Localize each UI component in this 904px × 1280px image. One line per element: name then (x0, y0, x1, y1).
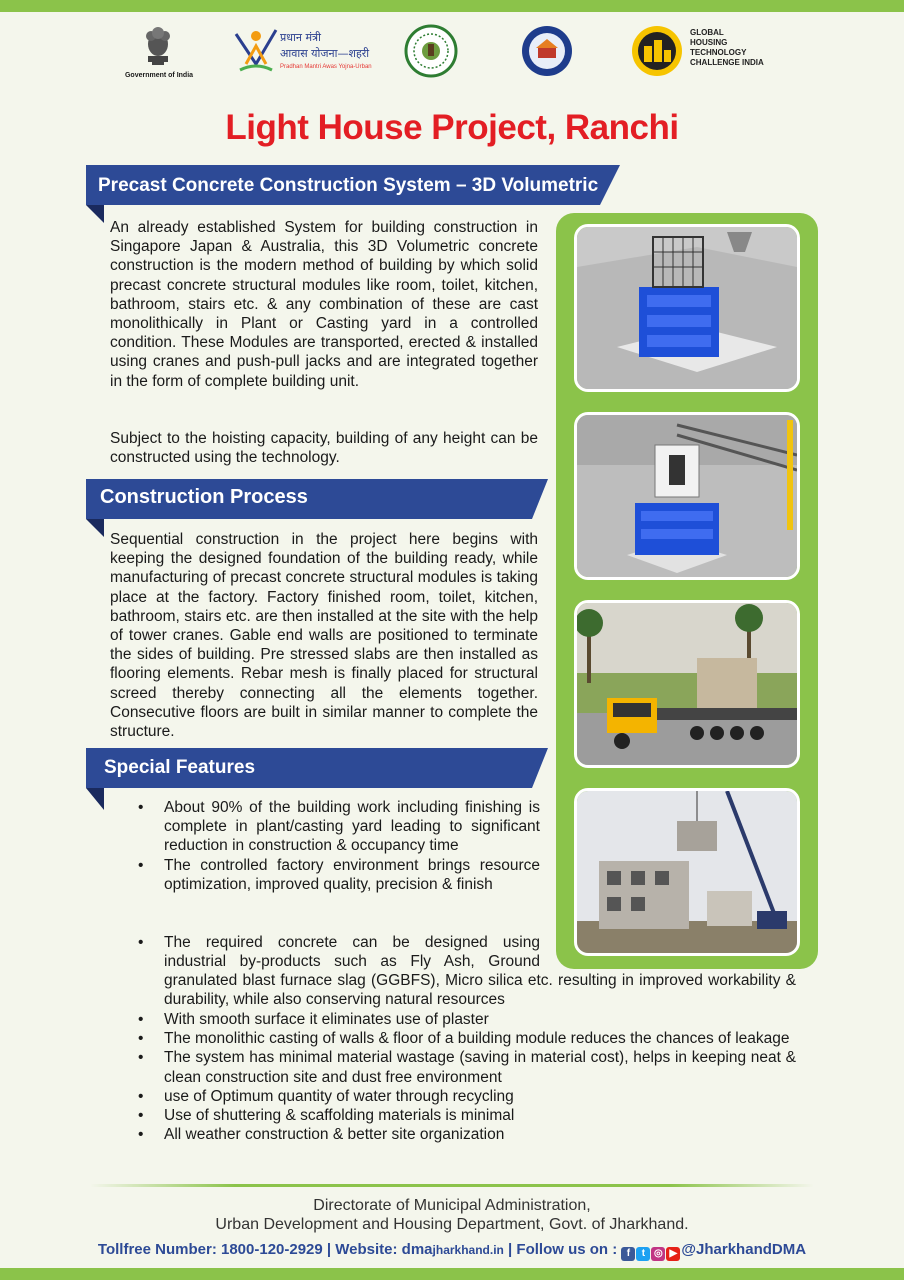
feature-item-concrete-line2: industrial by-products such as Fly Ash, Ground (164, 953, 540, 970)
top-accent-bar (0, 0, 904, 12)
system-paragraph-2: Subject to the hoisting capacity, building of any height can be constructed using the technology. (110, 430, 538, 467)
pmay-logo (232, 24, 382, 82)
ghtc-text (690, 28, 764, 68)
pmay-english-line: Pradhan Mantri Awas Yojna-Urban (280, 64, 372, 70)
municipal-seal-icon (520, 24, 574, 78)
footer-directorate: Directorate of Municipal Administration, (313, 1197, 591, 1214)
list-item-lead: The required concrete can be designed using (164, 934, 540, 951)
process-heading: Construction Process (100, 486, 308, 508)
footer-department: Urban Development and Housing Department, Govt. of Jharkhand. (215, 1216, 689, 1233)
process-paragraph: Sequential construction in the project here begins with keeping the designed foundation of the building ready, while manufacturing of precast concrete structural modules is taking place at the factory. Factory finished room, toilet, kitchen, bathroom, stairs etc. are then installed at the site with the help of tower cranes. Gable end walls are positioned to terminate the sides of building. Pre stressed slabs are then installed as flooring elements. Rebar mesh is finally placed for structural screed thereby connecting all the elements together. Consecutive floors are built in similar manner to complete the structure. (110, 531, 538, 741)
photo-module-transport-render (574, 600, 800, 768)
jharkhand-seal-icon (404, 24, 458, 78)
footer-divider (90, 1184, 814, 1187)
instagram-icon[interactable]: ◎ (651, 1247, 665, 1261)
list-item: • With smooth surface it eliminates use of plaster (138, 1010, 796, 1029)
ghtc-line4: CHALLENGE INDIA (690, 58, 764, 67)
list-item: • About 90% of the building work including finishing is complete in plant/casting yard leading to significant reduction in construction & occupancy time (138, 798, 540, 856)
bottom-accent-bar (0, 1268, 904, 1280)
national-emblem-icon (140, 22, 176, 70)
feature-item-concrete: • The required concrete can be designed using (138, 933, 798, 952)
photo-site-construction (574, 788, 800, 956)
ghtc-line2: HOUSING (690, 38, 728, 47)
list-item (138, 933, 798, 952)
system-heading: Precast Concrete Construction System – 3D Volumetric (98, 175, 599, 196)
list-item: • Use of shuttering & scaffolding materials is minimal (138, 1106, 796, 1125)
social-handle[interactable]: @JharkhandDMA (681, 1241, 807, 1258)
twitter-icon[interactable]: t (636, 1247, 650, 1261)
youtube-icon[interactable]: ▶ (666, 1247, 680, 1261)
list-item: • The monolithic casting of walls & floor of a building module reduces the chances of leakage (138, 1029, 796, 1048)
pmay-hindi-line2: आवास योजना—शहरी (280, 47, 370, 60)
pmay-logo-icon (232, 24, 280, 82)
pmay-hindi-line1: प्रधान मंत्री (280, 31, 321, 44)
features-heading: Special Features (104, 757, 256, 778)
list-item: • All weather construction & better site organization (138, 1125, 796, 1144)
footer-contact (0, 1241, 904, 1261)
photo-module-lifting-render (574, 412, 800, 580)
system-paragraph-1: An already established System for building construction in Singapore Japan & Australia, this 3D Volumetric concrete construction is the modern method of building by which solid precast concrete structural modules like room, toilet, kitchen, bathroom, stairs etc. & any combination of these are cast monolithically in Plant or Casting yard in a controlled condition. These Modules are transported, erected & installed using cranes and push-pull jacks and are integrated together in the form of complete building unit. (110, 219, 538, 390)
list-item: • The system has minimal material wastage (saving in material cost), helps in keeping neat & clean construction site and dust free environment (138, 1048, 796, 1086)
feature-item-concrete-rest: granulated blast furnace slag (GGBFS), Micro silica etc. resulting in improved workability & durability, while also conserving natural resources (164, 972, 796, 1009)
list-item: • The controlled factory environment brings resource optimization, improved quality, precision & finish (138, 856, 540, 894)
photo-module-assembly-render (574, 224, 800, 392)
ghtc-line1: GLOBAL (690, 28, 724, 37)
ghtc-logo-icon (630, 24, 686, 78)
features-list-bottom (138, 1010, 796, 1144)
website-link[interactable]: jharkhand.in (432, 1243, 504, 1257)
list-item: • use of Optimum quantity of water through recycling (138, 1087, 796, 1106)
follow-label: | Follow us on : (503, 1241, 622, 1258)
features-list-top (138, 798, 540, 894)
emblem-caption: Government of India (124, 72, 194, 79)
tollfree-website: Tollfree Number: 1800-120-2929 | Website: dma (97, 1241, 433, 1258)
ghtc-line3: TECHNOLOGY (690, 48, 747, 57)
facebook-icon[interactable]: f (621, 1247, 635, 1261)
page-title: Light House Project, Ranchi (225, 108, 679, 147)
